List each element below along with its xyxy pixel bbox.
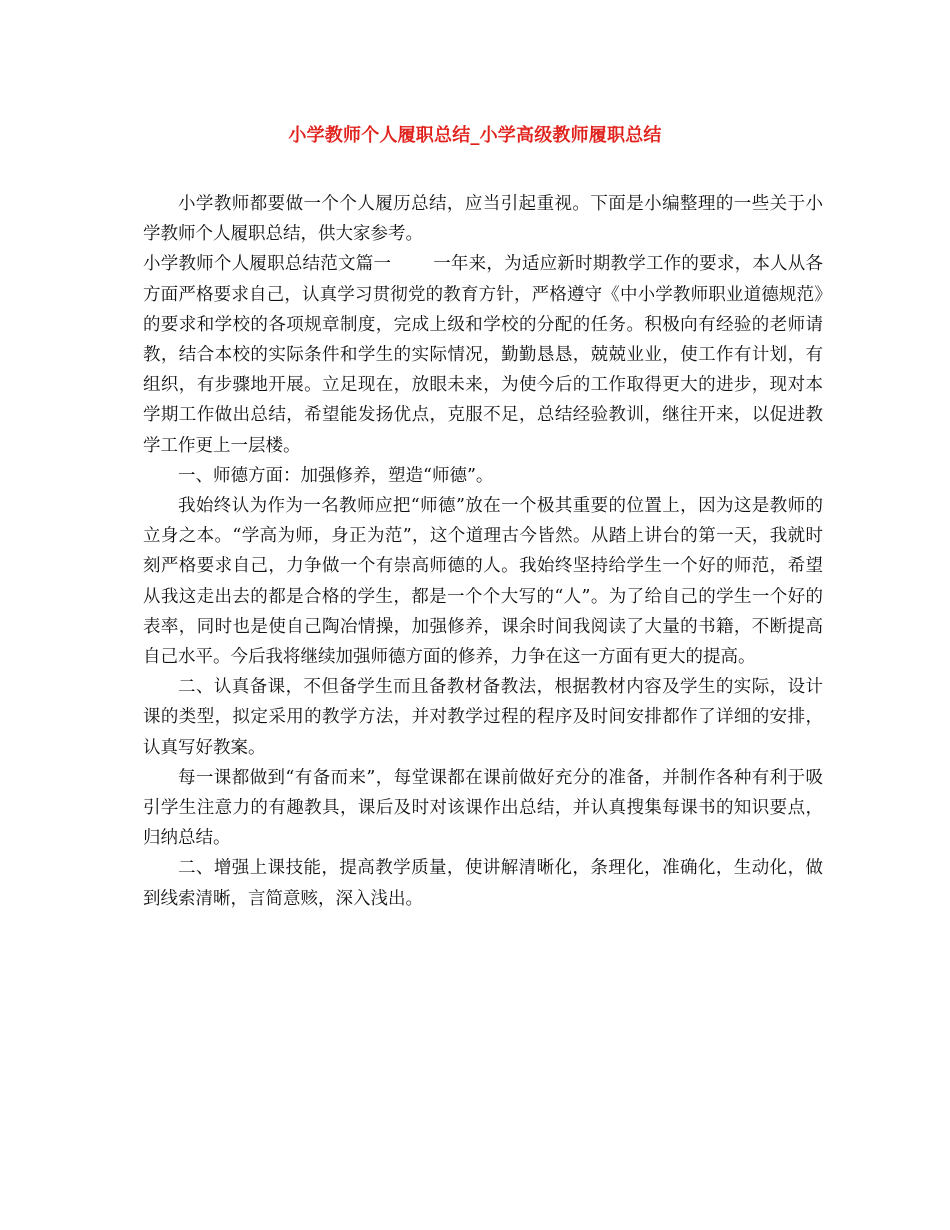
point1-heading: 一、师德方面：加强修养，塑造“师德”。 — [178, 465, 494, 486]
point2-detail-paragraph: 每一课都做到“有备而来”，每堂课都在课前做好充分的准备，并制作各种有利于吸引学生注意力的有趣教具，课后及时对该课作出总结，并认真搜集每课书的知识要点，归纳总结。 — [143, 767, 823, 849]
point3-paragraph: 二、增强上课技能，提高教学质量，使讲解清晰化，条理化，准确化，生动化，做到线索清晰，言简意赅，深入浅出。 — [143, 858, 823, 909]
intro-paragraph: 小学教师都要做一个个人履历总结，应当引起重视。下面是小编整理的一些关于小学教师个人履职总结，供大家参考。 — [143, 194, 823, 245]
section-paragraph — [143, 249, 823, 460]
point2-paragraph: 二、认真备课，不但备学生而且备教材备教法，根据教材内容及学生的实际，设计课的类型，拟定采用的教学方法，并对教学过程的程序及时间安排都作了详细的安排，认真写好教案。 — [143, 677, 823, 758]
point1-paragraph: 我始终认为作为一名教师应把“师德”放在一个极其重要的位置上，因为这是教师的立身之本。“学高为师，身正为范”，这个道理古今皆然。从踏上讲台的第一天，我就时刻严格要求自己，力争做一个有崇高师德的人。我始终坚持给学生一个好的师范，希望从我这走出去的都是合格的学生，都是一个个大写的“人”。为了给自己的学生一个好的表率，同时也是使自己陶冶情操，加强修养，课余时间我阅读了大量的书籍，不断提高自己水平。今后我将继续加强师德方面的修养，力争在这一方面有更大的提高。 — [143, 496, 823, 668]
section-heading: 小学教师个人履职总结范文篇一 — [143, 254, 392, 275]
section-intro-text: 一年来，为适应新时期教学工作的要求，本人从各方面严格要求自己，认真学习贯彻党的教育方针，严格遵守《中小学教师职业道德规范》的要求和学校的各项规章制度，完成上级和学校的分配的任务。积极向有经验的老师请教，结合本校的实际条件和学生的实际情况，勤勤恳恳，兢兢业业，使工作有计划，有组织，有步骤地开展。立足现在，放眼未来，为使今后的工作取得更大的进步，现对本学期工作做出总结，希望能发扬优点，克服不足，总结经验教训，继往开来，以促进教学工作更上一层楼。 — [143, 254, 824, 456]
document-body — [143, 189, 823, 914]
document-title: 小学教师个人履职总结_小学高级教师履职总结 — [288, 125, 662, 146]
